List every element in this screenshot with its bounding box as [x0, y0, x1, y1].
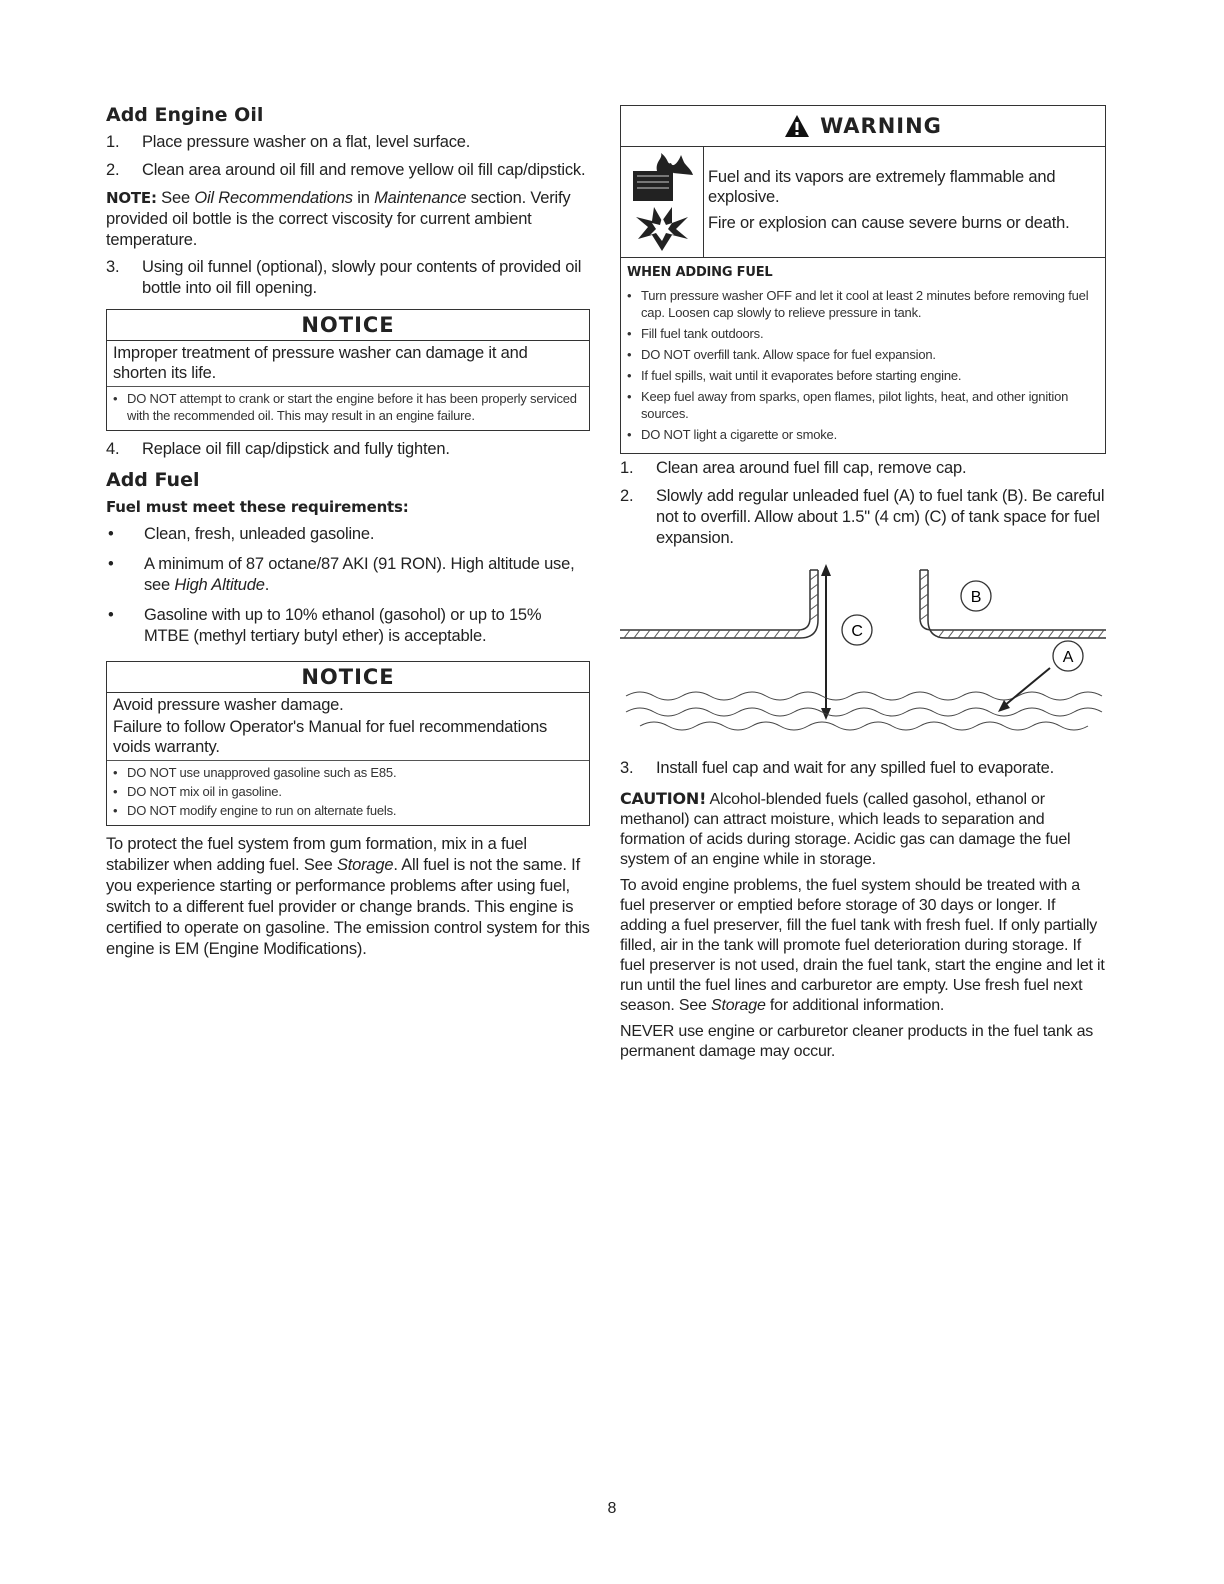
- bullet-icon: •: [113, 784, 118, 799]
- fuel-requirements-subheading: Fuel must meet these requirements:: [106, 498, 409, 516]
- oil-step-2: 2. Clean area around oil fill and remove yellow oil fill cap/dipstick.: [106, 161, 586, 179]
- tank-hatch-left: [624, 574, 818, 638]
- fuel-protection-paragraph: To protect the fuel system from gum formation, mix in a fuel stabilizer when adding fuel. See Storage. All fuel is not the same. If you experience starting or performance problems after using fuel, switch to a different fuel provider or change brands. This engine is certified to operate on gasoline. The emission control system for this engine is EM (Engine Modifications).: [106, 835, 590, 958]
- fuel-requirement: • Clean, fresh, unleaded gasoline.: [108, 525, 375, 543]
- bullet-icon: •: [627, 427, 632, 442]
- fuel-requirement: • A minimum of 87 octane/87 AKI (91 RON). High altitude use, see High Altitude.: [108, 555, 575, 594]
- page-number: 8: [607, 1500, 617, 1517]
- warning-triangle-icon: [784, 114, 810, 138]
- callout-c-label: C: [851, 623, 863, 640]
- never-paragraph: NEVER use engine or carburetor cleaner products in the fuel tank as permanent damage may occur.: [620, 1023, 1094, 1060]
- callout-b-label: B: [970, 589, 982, 606]
- notice-message: Failure to follow Operator's Manual for fuel recommendations voids warranty.: [107, 715, 589, 761]
- right-column: [620, 105, 1106, 1068]
- warning-item: • Keep fuel away from sparks, open flames, pilot lights, heat, and other ignition sources.: [627, 389, 1069, 421]
- notice-items: [107, 761, 589, 825]
- notice-box-fuel: [106, 661, 590, 826]
- explosion-icon: [634, 205, 690, 253]
- warning-header: [621, 106, 1105, 147]
- fuel-requirement: • Gasoline with up to 10% ethanol (gasohol) or up to 15% MTBE (methyl tertiary butyl ether) is acceptable.: [108, 606, 542, 645]
- fuel-tank-diagram: [620, 560, 1106, 750]
- fuel-storage-paragraph: To avoid engine problems, the fuel system should be treated with a fuel preserver or emptied before storage of 30 days or longer. If adding a fuel preserver, fill the fuel tank with fresh fuel. If only partially filled, air in the tank will promote fuel deterioration during storage. If fuel preserver is not used, drain the fuel tank, start the engine and let it run until the fuel lines and carburetor are empty. Use fresh fuel next season. See Storage for additional information.: [620, 877, 1105, 1014]
- tank-wall-right-inner: [928, 570, 1106, 638]
- warning-items: [621, 283, 1105, 453]
- warning-hazard-row: [621, 147, 1105, 258]
- bullet-icon: •: [113, 391, 118, 406]
- bullet-icon: •: [627, 389, 632, 404]
- bullet-icon: •: [627, 326, 632, 341]
- notice-item: • DO NOT use unapproved gasoline such as E85.: [113, 765, 397, 780]
- fuel-step-1: 1. Clean area around fuel fill cap, remove cap.: [620, 459, 967, 477]
- warning-messages: [703, 147, 1105, 257]
- tank-wall-left-inner: [620, 570, 818, 638]
- warning-item: • DO NOT overfill tank. Allow space for fuel expansion.: [627, 347, 936, 362]
- tank-wall-right: [920, 570, 1106, 630]
- notice-item: • DO NOT mix oil in gasoline.: [113, 784, 282, 799]
- fuel-pointer-line: [1004, 668, 1050, 706]
- oil-step-4: 4. Replace oil fill cap/dipstick and fully tighten.: [106, 440, 450, 458]
- warning-message: Fire or explosion can cause severe burns or death.: [708, 214, 1070, 232]
- callout-a-label: A: [1062, 649, 1074, 666]
- add-engine-oil-heading: Add Engine Oil: [106, 104, 264, 126]
- bullet-icon: •: [108, 606, 114, 624]
- tank-hatch-right: [920, 574, 1104, 638]
- notice-item: • DO NOT attempt to crank or start the engine before it has been properly serviced with the recommended oil. This may result in an engine failure.: [113, 391, 577, 423]
- warning-item: • If fuel spills, wait until it evaporates before starting engine.: [627, 368, 962, 383]
- oil-step-1: 1. Place pressure washer on a flat, level surface.: [106, 133, 471, 151]
- add-fuel-heading: Add Fuel: [106, 469, 200, 491]
- warning-section-title: WHEN ADDING FUEL: [627, 265, 773, 280]
- warning-message: Fuel and its vapors are extremely flammable and explosive.: [708, 168, 1056, 206]
- flammable-fuel-icon: [627, 151, 697, 205]
- warning-title: WARNING: [820, 114, 942, 138]
- notice-title: NOTICE: [107, 310, 589, 341]
- oil-step-3: 3. Using oil funnel (optional), slowly pour contents of provided oil bottle into oil fill opening.: [106, 258, 582, 297]
- notice-item: • DO NOT modify engine to run on alternate fuels.: [113, 803, 397, 818]
- bullet-icon: •: [108, 555, 114, 573]
- fuel-surface-waves: [626, 692, 1102, 730]
- notice-message: Improper treatment of pressure washer can damage it and shorten its life.: [107, 341, 589, 387]
- warning-item: • DO NOT light a cigarette or smoke.: [627, 427, 837, 442]
- warning-item: • Turn pressure washer OFF and let it cool at least 2 minutes before removing fuel cap. Loosen cap slowly to relieve pressure in tank.: [627, 288, 1089, 320]
- caution-paragraph: CAUTION! Alcohol-blended fuels (called gasohol, ethanol or methanol) can attract moisture, which leads to separation and formation of acids during storage. Acidic gas can damage the fuel system of an engine while in storage.: [620, 789, 1071, 868]
- bullet-icon: •: [627, 288, 632, 303]
- notice-title: NOTICE: [107, 662, 589, 693]
- bullet-icon: •: [113, 765, 118, 780]
- tank-wall-left: [620, 570, 810, 630]
- warning-box: [620, 105, 1106, 454]
- bullet-icon: •: [108, 525, 114, 543]
- notice-items: [107, 387, 589, 430]
- arrow-head-up: [821, 564, 831, 576]
- left-column: [106, 105, 590, 966]
- bullet-icon: •: [627, 347, 632, 362]
- warning-item: • Fill fuel tank outdoors.: [627, 326, 764, 341]
- bullet-icon: •: [113, 803, 118, 818]
- fuel-step-3: 3. Install fuel cap and wait for any spilled fuel to evaporate.: [620, 759, 1054, 777]
- caution-label: CAUTION!: [620, 789, 707, 808]
- bullet-icon: •: [627, 368, 632, 383]
- oil-note: NOTE: See Oil Recommendations in Maintenance section. Verify provided oil bottle is the correct viscosity for current ambient temperature.: [106, 189, 571, 249]
- notice-box-oil: [106, 309, 590, 431]
- hazard-icons: [621, 147, 703, 257]
- fuel-step-2: 2. Slowly add regular unleaded fuel (A) to fuel tank (B). Be careful not to overfill. Allow about 1.5" (4 cm) (C) of tank space for fuel expansion.: [620, 487, 1105, 547]
- notice-message: Avoid pressure washer damage.: [113, 696, 344, 714]
